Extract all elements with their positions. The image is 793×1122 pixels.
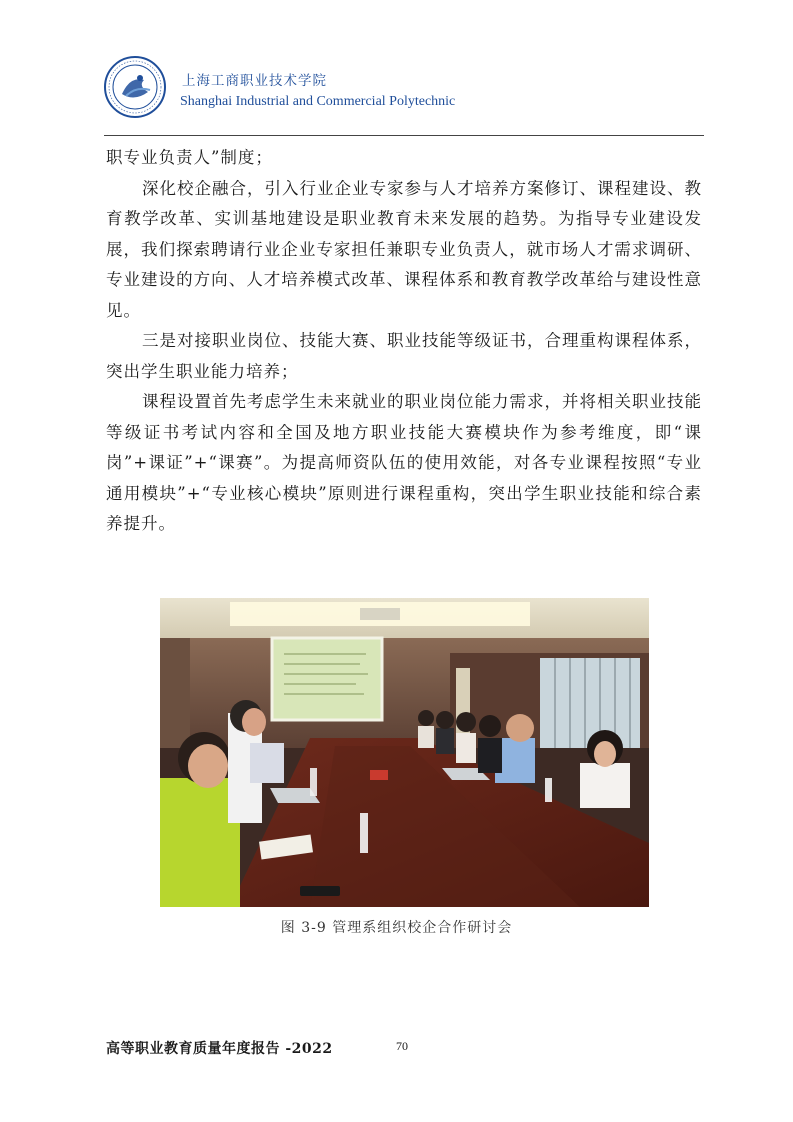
figure-caption: 图 3-9 管理系组织校企合作研讨会 bbox=[280, 920, 513, 936]
report-title: 高等职业教育质量年度报告 -2022 bbox=[106, 1041, 333, 1057]
body-text bbox=[106, 143, 702, 540]
paragraph-4: 课程设置首先考虑学生未来就业的职业岗位能力需求，并将相关职业技能等级证书考试内容和全国及地方职业技能大赛模块作为参考维度，即“课岗”+课证”+“课赛”。为提高师资队伍的使用效能，对各专业课程按照“专业通用模块”+“专业核心模块”原则进行课程重构，突出学生职业技能和综合素养提升。 bbox=[106, 392, 702, 533]
school-name-en: Shanghai Industrial and Commercial Polytechnic bbox=[180, 94, 456, 109]
meeting-photo bbox=[160, 598, 649, 907]
paragraph-3: 三是对接职业岗位、技能大赛、职业技能等级证书，合理重构课程体系，突出学生职业能力培养； bbox=[106, 331, 702, 381]
school-emblem-icon bbox=[104, 56, 166, 118]
header-divider bbox=[104, 135, 704, 136]
paragraph-2: 深化校企融合，引入行业企业专家参与人才培养方案修订、课程建设、教育教学改革、实训基地建设是职业教育未来发展的趋势。为指导专业建设发展，我们探索聘请行业企业专家担任兼职专业负责人，就市场人才需求调研、专业建设的方向、人才培养模式改革、课程体系和教育教学改革给与建设性意见。 bbox=[106, 178, 702, 320]
paragraph-1: 职专业负责人”制度； bbox=[106, 148, 273, 167]
meeting-room-image bbox=[160, 598, 649, 907]
page-number: 70 bbox=[396, 1039, 408, 1053]
school-name-cn: 上海工商职业技术学院 bbox=[182, 73, 327, 89]
page-header bbox=[104, 56, 704, 136]
